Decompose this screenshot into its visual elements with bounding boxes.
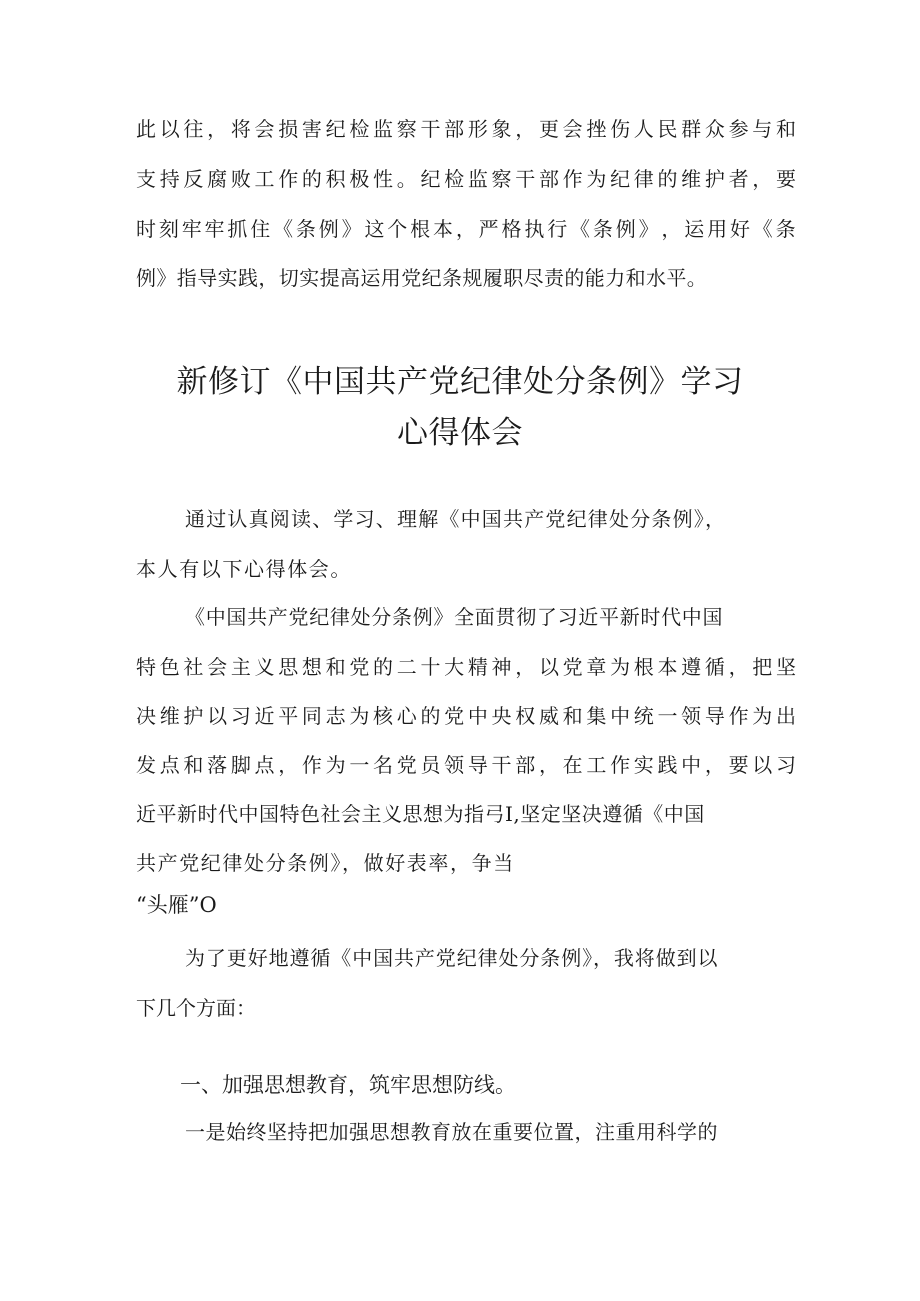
paragraph-line: 发 点 和 落 脚 点 ， 作 为 一 名 党 员 领 导 干 部 ， 在 工 作 实 践 中 ， 要 以 习 [136, 753, 796, 777]
paragraph-line: 此 以 往 ， 将 会 损 害 纪 检 监 察 干 部 形 象 ， 更 会 挫 伤 人 民 群 众 参 与 和 [136, 117, 796, 141]
paragraph-line: 《中国共产党纪律处分条例》全面贯彻了习近平新时代中国 [185, 605, 724, 629]
paragraph-line: 为了更好地遵循《中国共产党纪律处分条例》，我将做到以 [185, 946, 719, 970]
article-title-line-1: 新修订《中国共产党纪律处分条例》学习 [176, 364, 744, 400]
paragraph-line: 特 色 社 会 主 义 思 想 和 党 的 二 十 大 精 神 ， 以 党 章 为 根 本 遵 循 ， 把 坚 [136, 655, 796, 679]
intro-line-1: 通过认真阅读、学习、理解《中国共产党纪律处分条例》， [185, 507, 727, 531]
article-title-line-2: 心得体会 [397, 415, 523, 451]
paragraph-line: “头雁”O [136, 893, 217, 917]
intro-line-2: 本人有以下心得体会。 [136, 557, 352, 581]
paragraph-line: 共产党纪律处分条例》，做好表率，争当 [136, 851, 515, 875]
paragraph-line: 近平新时代中国特色社会主义思想为指弓I,坚定坚决遵循《中国 [136, 802, 705, 826]
section-heading: 一、加强思想教育，筑牢思想防线。 [180, 1073, 516, 1097]
paragraph-line: 时 刻 牢 牢 抓 住 《 条 例 》 这 个 根 本 ， 严 格 执 行 《 条 例 》 ， 运 用 好 《 条 [136, 217, 796, 241]
paragraph-line: 一是始终坚持把加强思想教育放在重要位置，注重用科学的 [185, 1120, 718, 1144]
paragraph-line: 下几个方面： [136, 996, 256, 1020]
paragraph-line: 支 持 反 腐 败 工 作 的 积 极 性 。 纪 检 监 察 干 部 作 为 纪 律 的 维 护 者 ， 要 [136, 167, 796, 191]
paragraph-line: 决 维 护 以 习 近 平 同 志 为 核 心 的 党 中 央 权 威 和 集 中 统 一 领 导 作 为 出 [136, 704, 796, 728]
paragraph-line: 例》指导实践，切实提高运用党纪条规履职尽责的能力和水平。 [136, 266, 708, 290]
